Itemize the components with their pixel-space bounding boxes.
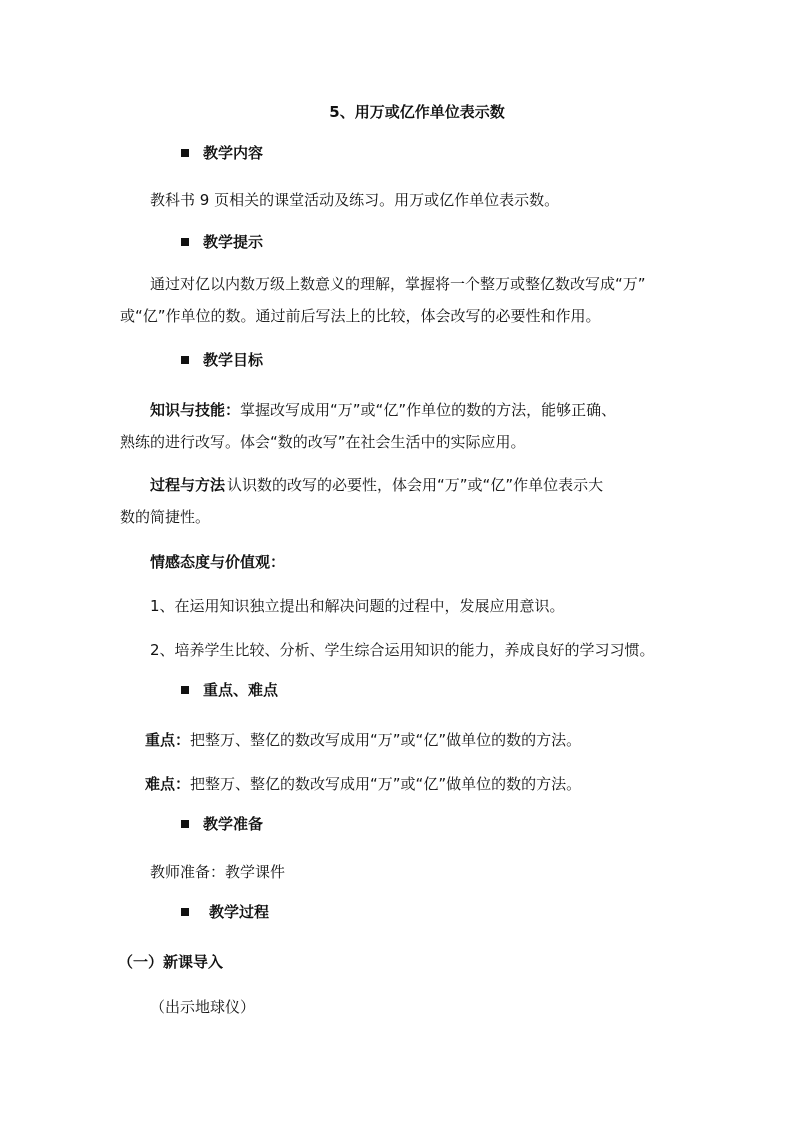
knowledge-line-1	[150, 400, 616, 420]
process-label: 过程与方法	[150, 476, 226, 494]
section-heading-goals	[181, 350, 263, 370]
prep-text: 教师准备：教学课件	[150, 863, 286, 881]
square-bullet-icon	[181, 356, 189, 364]
knowledge-line-2: 熟练的进行改写。体会“数的改写”在社会生活中的实际应用。	[120, 433, 526, 451]
section-heading-label: 教学内容	[203, 144, 264, 162]
emotion-label: 情感态度与价值观：	[150, 553, 286, 571]
hint-line-2: 或“亿”作单位的数。通过前后写法上的比较，体会改写的必要性和作用。	[120, 307, 601, 325]
knowledge-text: 掌握改写成用“万”或“亿”作单位的数的方法，能够正确、	[240, 401, 617, 419]
section-heading-content	[181, 143, 263, 163]
square-bullet-icon	[181, 149, 189, 157]
square-bullet-icon	[181, 686, 189, 694]
process-line-2: 数的简捷性。	[120, 508, 211, 526]
process-sub-heading-1: （一）新课导入	[118, 953, 224, 971]
process-line-1	[150, 475, 603, 495]
document-title: 5、用万或亿作单位表示数	[329, 103, 505, 121]
process-sub-text-1: （出示地球仪）	[150, 998, 256, 1016]
emotion-item-1: 1、在运用知识独立提出和解决问题的过程中，发展应用意识。	[150, 597, 565, 615]
section-heading-process	[181, 902, 269, 922]
section-heading-hint	[181, 232, 263, 252]
section-heading-keypoints	[181, 680, 278, 700]
knowledge-label: 知识与技能：	[150, 401, 241, 419]
section-heading-prep	[181, 814, 263, 834]
square-bullet-icon	[181, 238, 189, 246]
difficult-point-line	[145, 774, 581, 794]
process-text: 认识数的改写的必要性，体会用“万”或“亿”作单位表示大	[227, 476, 604, 494]
key-point-label: 重点：	[145, 731, 191, 749]
section-heading-label: 教学提示	[203, 233, 264, 251]
difficult-point-label: 难点：	[145, 775, 191, 793]
emotion-item-2: 2、培养学生比较、分析、学生综合运用知识的能力，养成良好的学习习惯。	[150, 641, 655, 659]
key-point-line	[145, 730, 581, 750]
key-point-text: 把整万、整亿的数改写成用“万”或“亿”做单位的数的方法。	[190, 731, 582, 749]
difficult-point-text: 把整万、整亿的数改写成用“万”或“亿”做单位的数的方法。	[190, 775, 582, 793]
section-heading-label: 教学准备	[203, 815, 264, 833]
section-heading-label: 重点、难点	[203, 681, 279, 699]
section-heading-label: 教学过程	[209, 903, 270, 921]
square-bullet-icon	[181, 820, 189, 828]
hint-line-1: 通过对亿以内数万级上数意义的理解，掌握将一个整万或整亿数改写成“万”	[150, 275, 646, 293]
content-text: 教科书 9 页相关的课堂活动及练习。用万或亿作单位表示数。	[150, 191, 560, 209]
square-bullet-icon	[181, 908, 189, 916]
section-heading-label: 教学目标	[203, 351, 264, 369]
